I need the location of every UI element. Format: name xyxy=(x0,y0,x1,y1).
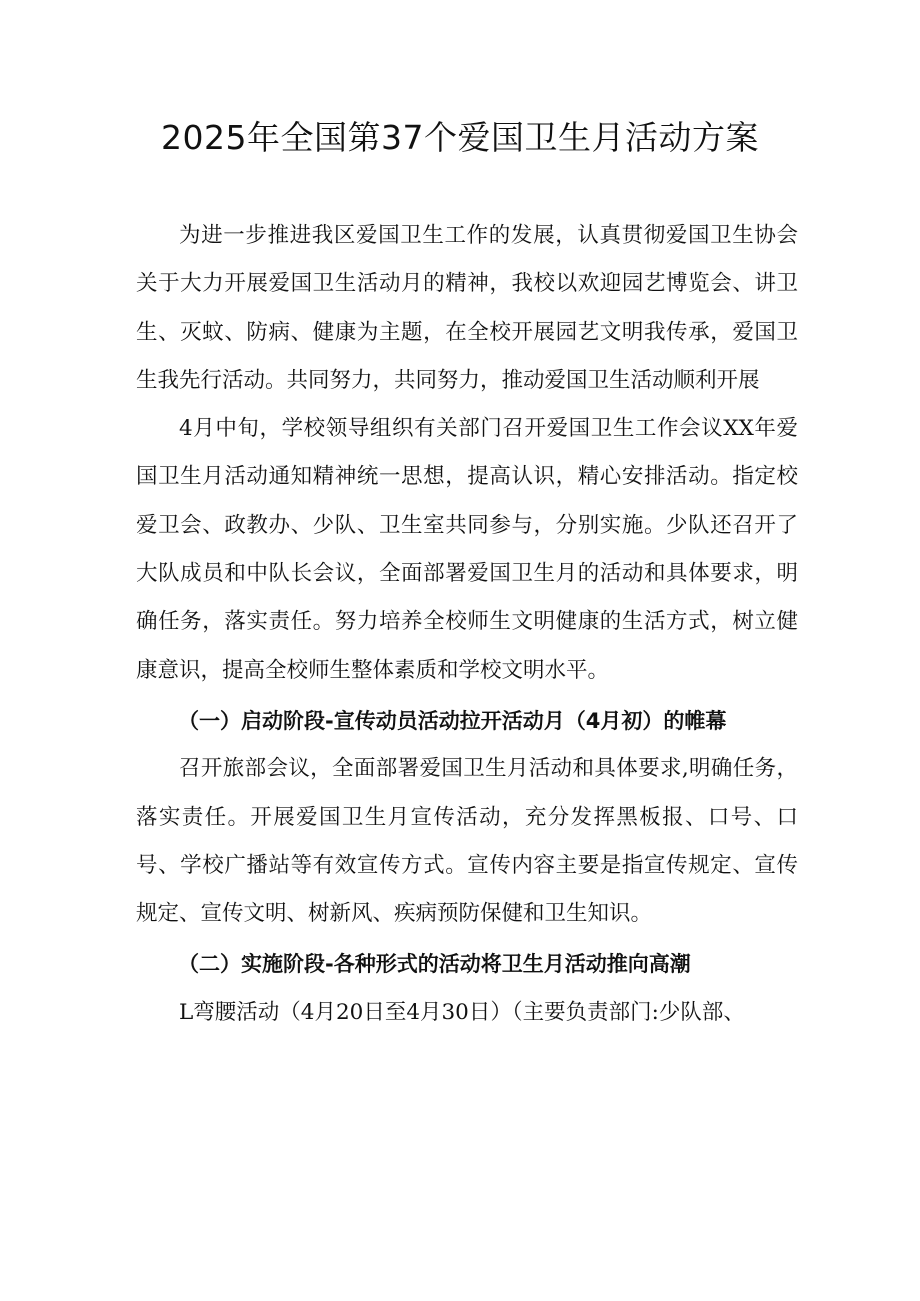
paragraph-intro: 为进一步推进我区爱国卫生工作的发展，认真贯彻爱国卫生协会关于大力开展爱国卫生活动月的精神，我校以欢迎园艺博览会、讲卫生、灭蚊、防病、健康为主题，在全校开展园艺文明我传承，爱国卫生我先行活动。共同努力，共同努力，推动爱国卫生活动顺利开展 xyxy=(136,223,798,393)
document-title: 2025年全国第37个爱国卫生月活动方案 xyxy=(161,118,759,157)
section-heading-implementation: （二）实施阶段-各种形式的活动将卫生月活动推向高潮 xyxy=(178,952,691,977)
section-heading-launch: （一）启动阶段-宣传动员活动拉开活动月（4月初）的帷幕 xyxy=(178,708,727,733)
document-body xyxy=(136,212,798,1037)
paragraph-meeting: 4月中旬，学校领导组织有关部门召开爱国卫生工作会议XX年爱国卫生月活动通知精神统一思想，提高认识，精心安排活动。指定校爱卫会、政教办、少队、卫生室共同参与，分别实施。少队还召开了大队成员和中队长会议，全面部署爱国卫生月的活动和具体要求，明确任务，落实责任。努力培养全校师生文明健康的生活方式，树立健康意识，提高全校师生整体素质和学校文明水平。 xyxy=(136,416,798,683)
paragraph-launch: 召开旅部会议，全面部署爱国卫生月活动和具体要求,明确任务，落实责任。开展爱国卫生月宣传活动，充分发挥黑板报、口号、口号、学校广播站等有效宣传方式。宣传内容主要是指宣传规定、宣传规定、宣传文明、树新风、疾病预防保健和卫生知识。 xyxy=(136,756,798,927)
paragraph-implementation: L弯腰活动（4月20日至4月30日）（主要负责部门:少队部、 xyxy=(179,999,745,1025)
